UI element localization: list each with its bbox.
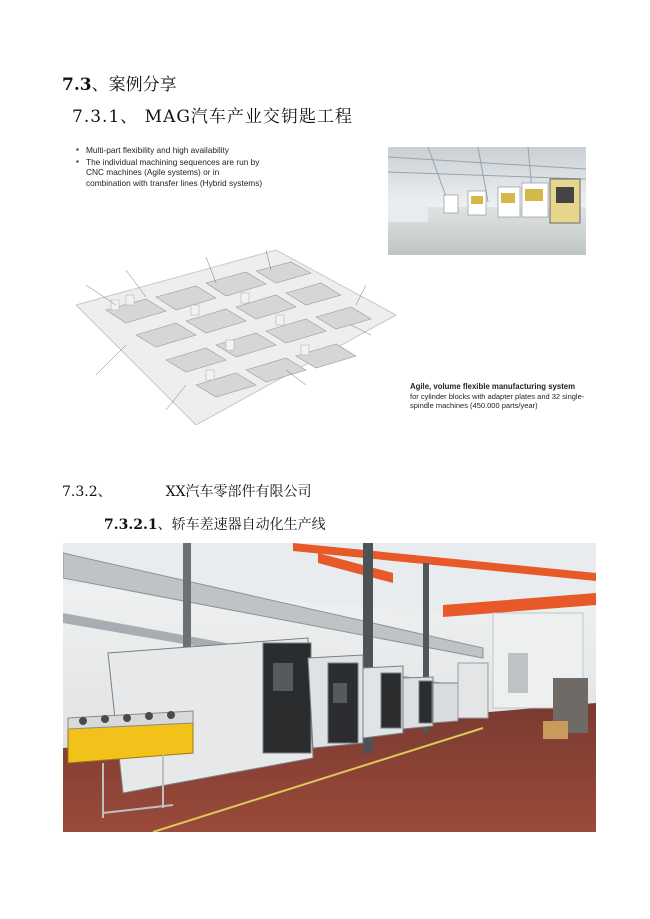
section-title: 、案例分享: [91, 75, 177, 95]
caption-title: Agile, volume flexible manufacturing system: [410, 382, 576, 391]
subsection-heading-7-3-1: 7.3.1、 MAG汽车产业交钥匙工程: [72, 107, 353, 127]
slide-caption: [410, 382, 600, 411]
subsection-heading-7-3-2-1: [104, 514, 326, 534]
production-line-photo: [63, 543, 596, 832]
subsection-heading-7-3-2: [62, 481, 312, 501]
section-heading: [62, 70, 177, 95]
company-name: XX汽车零部件有限公司: [165, 484, 312, 500]
subsection-number: 7.3.2、: [62, 484, 112, 500]
subsection-title: 、轿车差速器自动化生产线: [157, 517, 326, 533]
caption-body: for cylinder blocks with adapter plates and 32 single-spindle machines (450.000 parts/year): [410, 391, 585, 410]
bullet-item: ▪ Multi-part flexibility and high availability: [76, 145, 266, 156]
section-number: 7.3: [62, 75, 92, 95]
bullet-item: ▪ The individual machining sequences are run by CNC machines (Agile systems) or in combination with transfer lines (Hybrid systems): [76, 157, 266, 189]
factory-photo-top: [388, 147, 586, 255]
slide-bullet-list: [76, 145, 266, 189]
plant-layout-diagram: [66, 245, 396, 425]
subsection-number: 7.3.2.1: [104, 517, 158, 533]
